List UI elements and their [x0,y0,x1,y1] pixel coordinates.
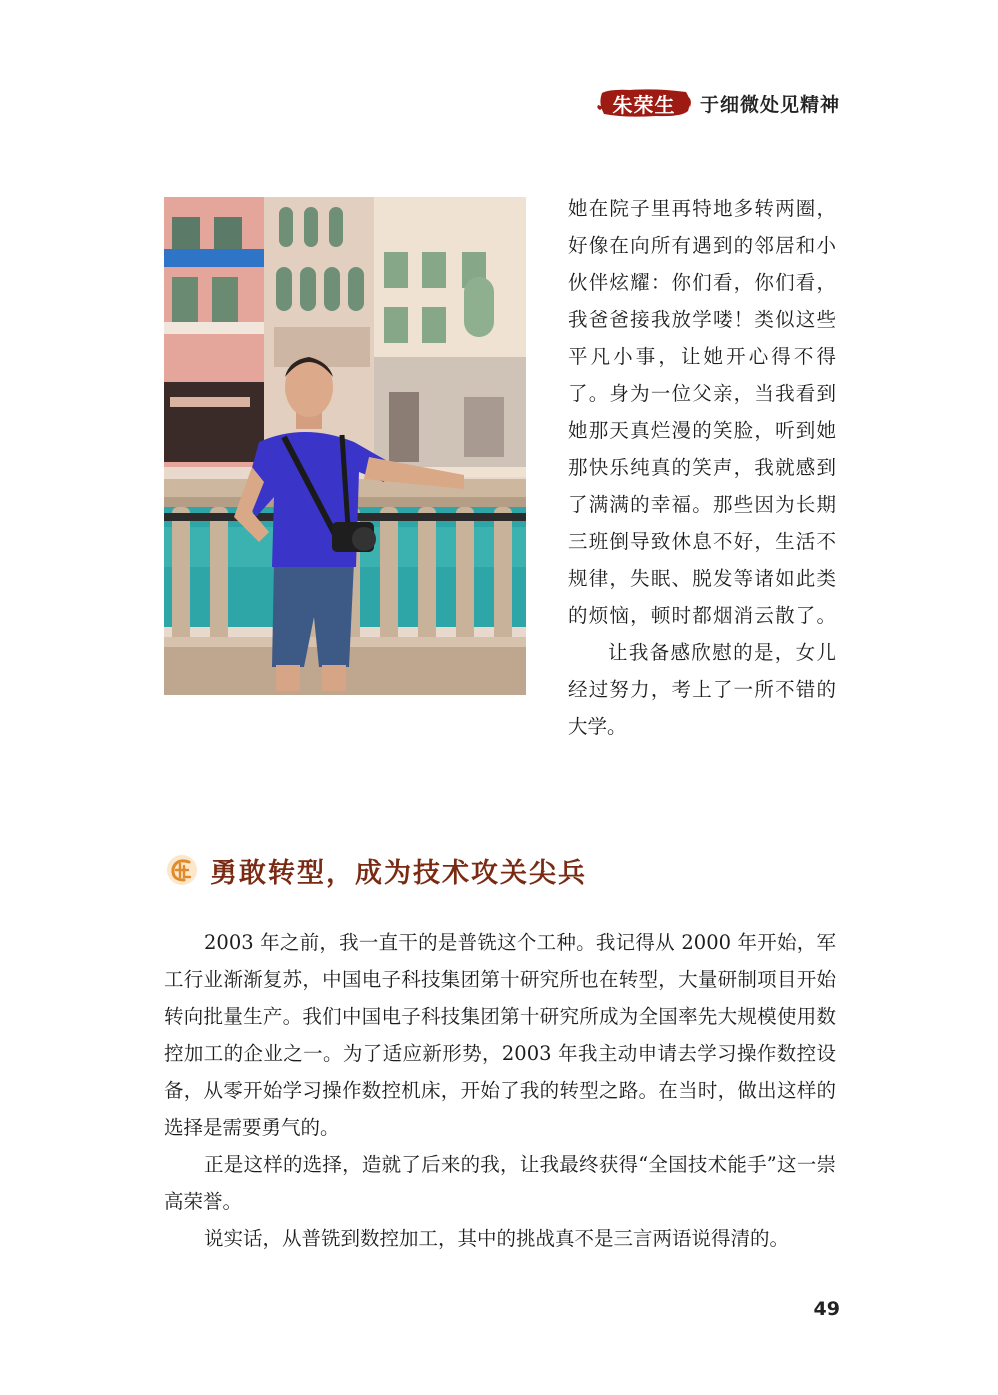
section-ornament-icon [164,852,200,888]
body-paragraph-3: 说实话，从普铣到数控加工，其中的挑战真不是三言两语说得清的。 [204,1227,790,1250]
page-number: 49 [813,1298,840,1320]
body-text [164,924,836,1257]
photo-illustration [164,197,526,695]
side-paragraph-2: 让我备感欣慰的是，女儿经过努力，考上了一所不错的大学。 [568,641,836,738]
running-header [596,86,840,120]
header-title: 于细微处见精神 [699,93,840,116]
author-name: 朱荣生 [612,92,676,117]
body-paragraph-1: 2003 年之前，我一直干的是普铣这个工种。我记得从 2000 年开始，军工行业渐渐复苏，中国电子科技集团第十研究所也在转型，大量研制项目开始转向批量生产。我们中国电子科技集团第十研究所成为全国率先大规模使用数控加工的企业之一。为了适应新形势，2003 年我主动申请去学习操作数控设备，从零开始学习操作数控机床，开始了我的转型之路。在当时，做出这样的选择是需要勇气的。 [164,931,836,1139]
photo-man-blue-shirt [164,197,526,695]
side-paragraph-1: 她在院子里再特地多转两圈，好像在向所有遇到的邻居和小伙伴炫耀：你们看，你们看，我爸爸接我放学喽！类似这些平凡小事，让她开心得不得了。身为一位父亲，当我看到她那天真烂漫的笑脸，听到她那快乐纯真的笑声，我就感到了满满的幸福。那些因为长期三班倒导致休息不好，生活不规律，失眠、脱发等诸如此类的烦恼，顿时都烟消云散了。 [568,197,836,627]
body-paragraph-2: 正是这样的选择，造就了后来的我，让我最终获得“全国技术能手”这一崇高荣誉。 [164,1153,836,1213]
section-heading [164,848,587,892]
side-column-text [568,190,836,745]
section-title: 勇敢转型，成为技术攻关尖兵 [210,857,587,889]
name-seal [596,87,692,119]
